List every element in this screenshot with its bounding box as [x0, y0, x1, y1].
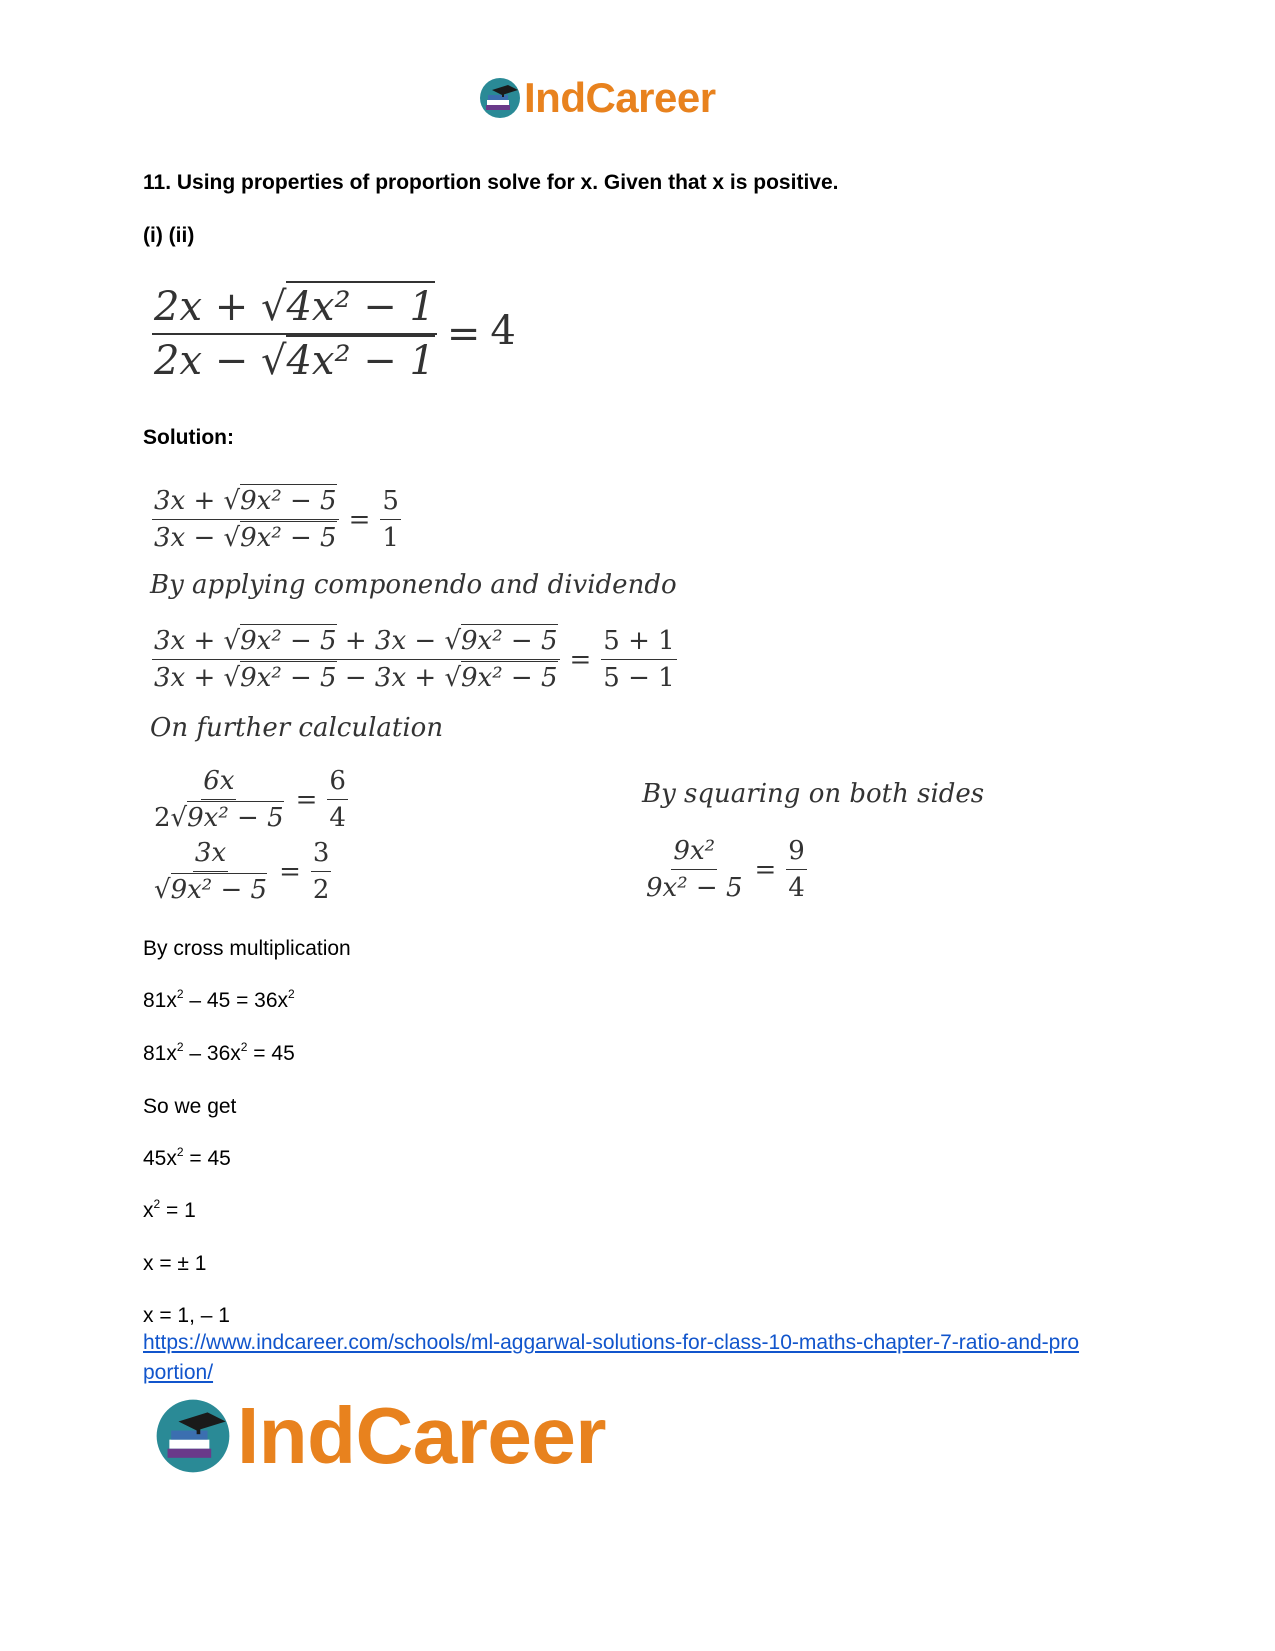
- question-parts: (i) (ii): [143, 224, 195, 247]
- solution-step-2: $\frac{\text{3x + √9x² − 5 + 3x − √9x² − 5}}{\text{3x + √9x² − 5 − 3x + √9x² − 5}}$ = $\frac{5 + 1}{5 - 1}$: [154, 626, 675, 693]
- footer-logo: [153, 1391, 606, 1480]
- header-brand-text: IndCareer: [524, 74, 716, 121]
- equation-line-6: x = ± 1: [143, 1252, 207, 1275]
- footer-brand-text: IndCareer: [237, 1391, 606, 1480]
- equation-line-5: $x^2 = 1$: [143, 1197, 196, 1222]
- logo-books-icon: [153, 1396, 233, 1476]
- solution-step-3: $\frac{6x}{\text{2√9x² − 5}}$ = $\frac{6}{4}$: [154, 766, 346, 833]
- equation-line-7: x = 1, – 1: [143, 1304, 230, 1327]
- so-we-get-text: So we get: [143, 1095, 237, 1118]
- question-title: 11. Using properties of proportion solve for x. Given that x is positive.: [143, 171, 839, 194]
- problem-equation: $\frac{\text{2x + √4x² − 1}}{\text{2x − √4x² − 1}}$ = 4: [152, 284, 516, 384]
- equation-line-2: $81x^2 - 36x^2 = 45$: [143, 1040, 295, 1065]
- equation-line-4: $45x^2 = 45$: [143, 1145, 231, 1170]
- equation-line-1: $81x^2 - 45 = 36x^2$: [143, 987, 295, 1012]
- source-link[interactable]: https://www.indcareer.com/schools/ml-aggarwal-solutions-for-class-10-maths-chapter-7-ratio-and-proportion/: [143, 1331, 1080, 1384]
- solution-step-4: $\frac{3x}{\text{√9x² − 5}}$ = $\frac{3}{2}$: [154, 838, 330, 905]
- note-squaring: By squaring on both sides: [642, 779, 985, 809]
- solution-step-5: $\frac{\text{9x²}}{\text{9x² − 5}}$ = $\frac{9}{4}$: [646, 836, 805, 903]
- note-further-calculation: On further calculation: [150, 713, 444, 743]
- note-componendo: By applying componendo and dividendo: [150, 570, 677, 600]
- solution-label: Solution:: [143, 426, 234, 449]
- solution-step-1: $\frac{\text{3x + √9x² − 5}}{\text{3x − √9x² − 5}}$ = $\frac{5}{1}$: [154, 486, 399, 553]
- header-logo: [478, 76, 716, 120]
- cross-multiplication-label: By cross multiplication: [143, 937, 351, 960]
- logo-books-icon: [478, 76, 522, 120]
